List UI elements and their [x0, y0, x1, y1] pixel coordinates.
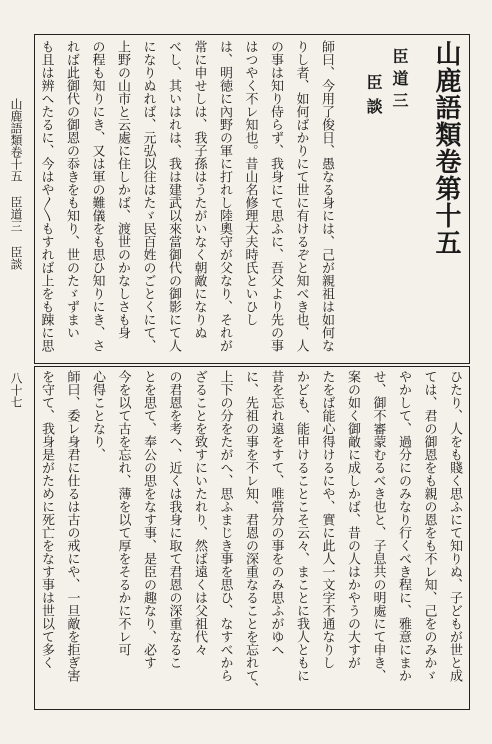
chapter-heading: 臣道三	[390, 48, 409, 114]
text-column: やかして、過分にのみなり行くべき程に、雅意にまか	[396, 370, 411, 682]
subchapter-heading: 臣談	[364, 74, 383, 122]
text-column: 師曰、今用了俊日、愚なる身には、己が親祖は如何な	[319, 40, 334, 352]
text-column: の君恩を考へ、近くは我身に取て君恩の深重なるこ	[166, 370, 182, 669]
text-column: 上野の山市と云處に住しかば、渡世のかなしさも身	[115, 40, 130, 339]
running-head: 山鹿語類卷十五 臣道三 臣談	[9, 98, 23, 270]
text-column: ては、君の御恩をも親の恩をも不レ知、己をのみかゞ	[421, 370, 437, 682]
text-column: の事は知り侍らず、我身にて思ふに、吾父より先の事	[268, 40, 283, 352]
text-column: は、明徳に內野の軍に打れし陸奧守が父なり、それが	[217, 40, 232, 352]
text-column: 今を以て古を忘れ、薄を以て厚をそるかに不レ可	[115, 370, 131, 656]
text-column: とを思て、奉公の思をなす事、是臣の趣なり、必す	[141, 370, 156, 669]
text-column: 案の如く御敵に成しかば、昔の人はかやうの大すが	[345, 370, 360, 669]
page-number: 八十七	[9, 372, 23, 408]
text-column: 心得ことなり、	[90, 370, 105, 461]
text-column: 上下の分をたがへ、思ふまじき事を思ひ、なすべから	[217, 370, 233, 682]
text-column: 昔を忘れ遠をすて、唯當分の事をのみ思ふがゆへ	[268, 370, 284, 656]
text-column: も且は辨へたるに、今はや〳〵もすれば上をも踈に思	[38, 40, 54, 352]
text-column: ざることを致すにいたれり、然ば遠くは父祖代々	[192, 370, 207, 656]
text-column: たをば能心得けるにや、實に此人一文字不通なりし	[319, 370, 335, 669]
text-column: の程も知りにき、又は軍の難儀をも思ひ知りにき、さ	[89, 40, 105, 352]
text-column: 師曰、委レ身君に仕るは古の戒にや、一旦敵を拒ぎ害	[64, 370, 80, 682]
text-column: れば此御代の御恩の忝きをも知り、世のたゞずまい	[64, 40, 79, 339]
lower-body-text	[37, 370, 467, 706]
text-column: 常に申せしは、我子孫はうたがいなく朝敵になりぬ	[191, 40, 207, 339]
text-column: りし者、如何ばかりにて世に有けるぞと知べき也、人	[293, 40, 309, 352]
text-column: を守て、我身是がために死亡をなす事は世以て多く	[39, 370, 54, 669]
upper-body-text	[37, 40, 339, 358]
text-column: に、先祖の事を不レ知、君恩の深重なることを忘れて、	[243, 370, 258, 695]
text-column: べし、其いはれは、我は建武以來當御代の御影にて人	[166, 40, 181, 352]
text-column: になりぬれば、元弘以往はたゞ民百姓のごとくにて、	[140, 40, 156, 352]
book-title: 山鹿語類卷第十五	[431, 40, 461, 256]
text-column: はつやく不レ知也。昔山名修理大夫時氏といひし	[242, 40, 258, 326]
text-column: ひたり、人をも賤く思ふにて知りぬ、子どもが世と成	[447, 370, 462, 682]
text-column: かども、能申けることこそ云々、まことに我人ともに	[294, 370, 309, 682]
text-column: せ、御不審蒙むるべき也と、子息共の明處にて申き、	[370, 370, 386, 682]
